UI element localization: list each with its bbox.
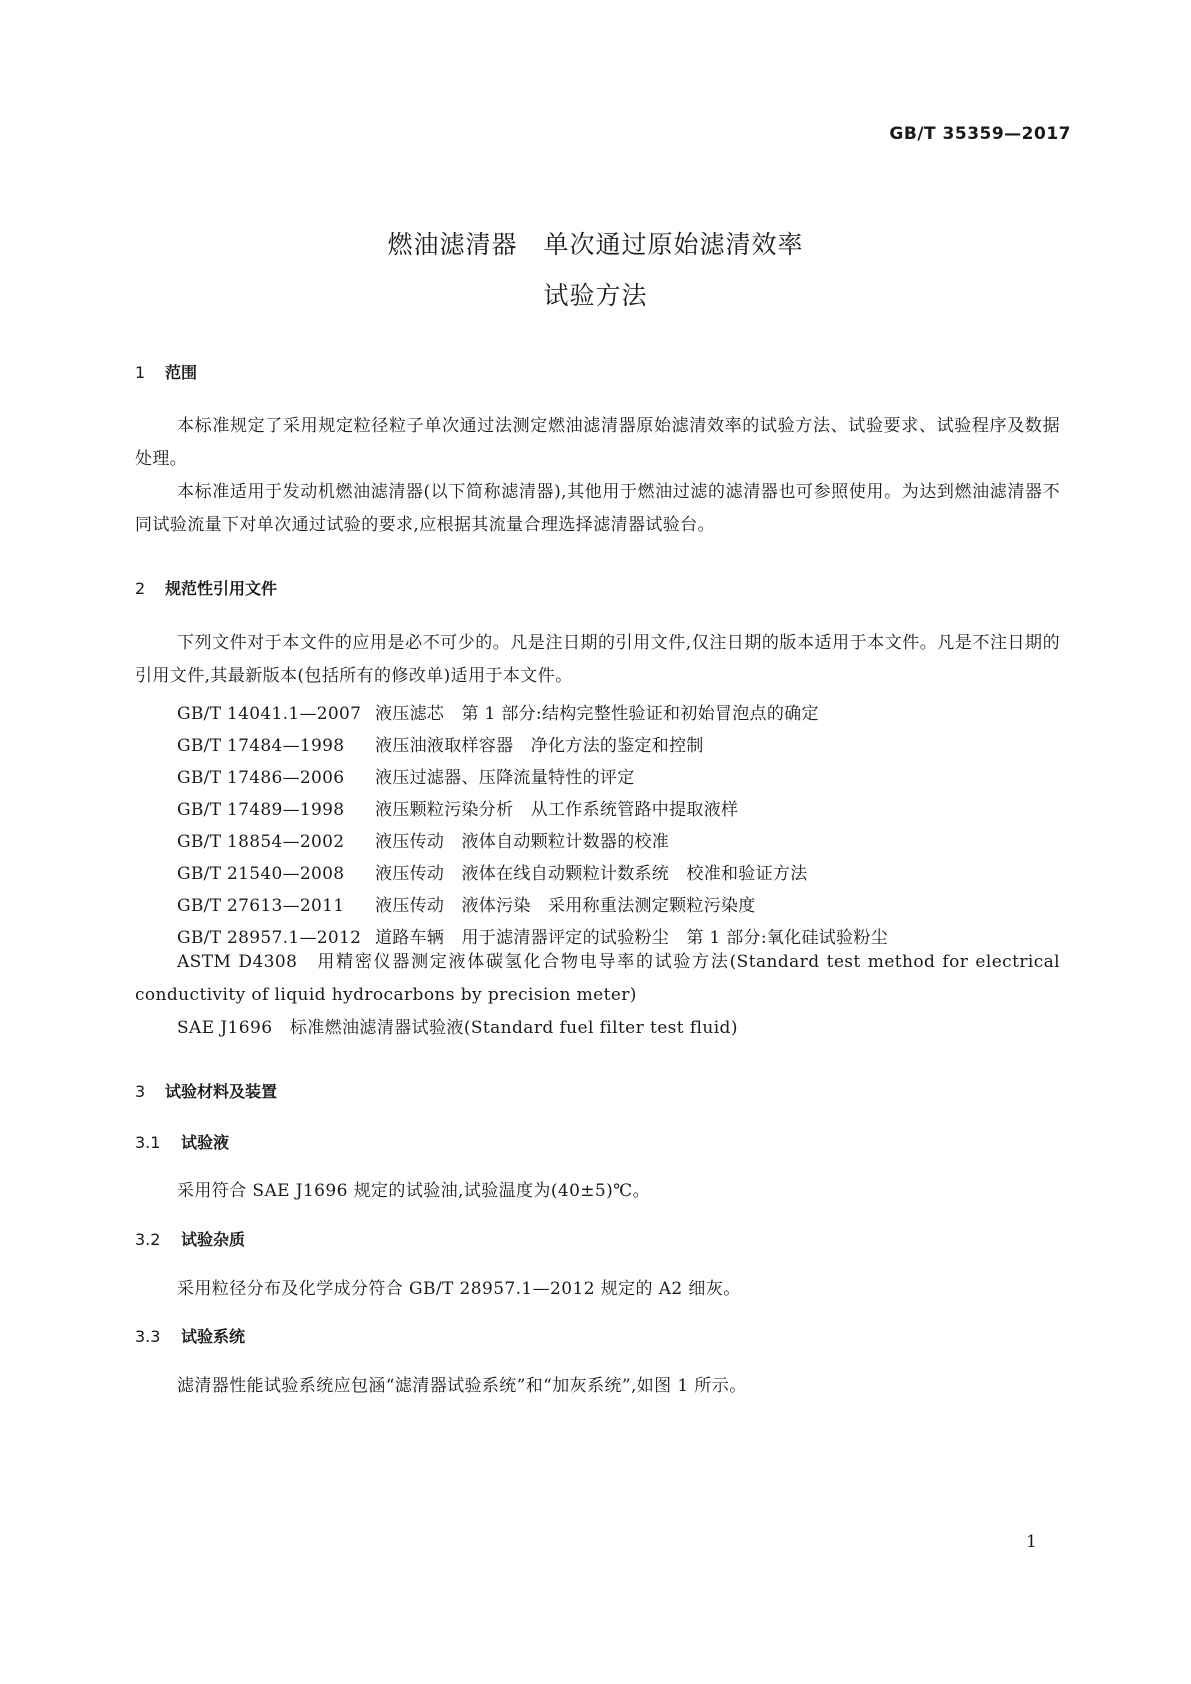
- reference-code: GB/T 21540—2008: [177, 864, 345, 884]
- document-title-line-1: 燃油滤清器 单次通过原始滤清效率: [387, 230, 804, 259]
- section-number: 1: [135, 363, 146, 382]
- reference-sae: SAE J1696 标准燃油滤清器试验液(Standard fuel filter test fluid): [177, 1018, 738, 1038]
- reference-code: GB/T 17484—1998: [177, 736, 345, 756]
- reference-code: GB/T 17486—2006: [177, 768, 345, 788]
- reference-item: [177, 923, 888, 948]
- reference-item: [177, 699, 819, 724]
- section-3-heading: [135, 1079, 277, 1102]
- section-1-heading: [135, 360, 197, 383]
- section-title: 规范性引用文件: [165, 579, 278, 598]
- section-number: 3: [135, 1082, 146, 1101]
- reference-item: [177, 795, 738, 820]
- subsection-number: 3.2: [135, 1230, 161, 1249]
- reference-title: 液压滤芯 第 1 部分:结构完整性验证和初始冒泡点的确定: [375, 704, 819, 724]
- reference-code: GB/T 28957.1—2012: [177, 928, 362, 948]
- section-1-paragraph-1: 本标准规定了采用规定粒径粒子单次通过法测定燃油滤清器原始滤清效率的试验方法、试验要求、试验程序及数据处理。: [135, 416, 1060, 469]
- reference-title: 液压传动 液体污染 采用称重法测定颗粒污染度: [375, 896, 756, 916]
- reference-title: 液压传动 液体在线自动颗粒计数系统 校准和验证方法: [375, 864, 808, 884]
- subsection-title: 试验液: [181, 1133, 230, 1152]
- reference-title: 道路车辆 用于滤清器评定的试验粉尘 第 1 部分:氧化硅试验粉尘: [375, 928, 888, 948]
- reference-item: [177, 731, 704, 756]
- subsection-title: 试验杂质: [181, 1230, 246, 1249]
- subsection-title: 试验系统: [181, 1327, 246, 1346]
- subsection-3-2-heading: [135, 1227, 245, 1250]
- standard-code: GB/T 35359—2017: [889, 124, 1071, 144]
- reference-code: GB/T 18854—2002: [177, 832, 345, 852]
- reference-title: 液压传动 液体自动颗粒计数器的校准: [375, 832, 670, 852]
- page-number: 1: [1026, 1532, 1037, 1552]
- reference-title: 液压颗粒污染分析 从工作系统管路中提取液样: [375, 800, 739, 820]
- reference-code: GB/T 27613—2011: [177, 896, 345, 916]
- section-title: 范围: [165, 363, 198, 382]
- subsection-number: 3.1: [135, 1133, 161, 1152]
- section-title: 试验材料及装置: [165, 1082, 278, 1101]
- subsection-3-3-heading: [135, 1324, 245, 1347]
- section-number: 2: [135, 579, 146, 598]
- subsection-3-3-text: 滤清器性能试验系统应包涵“滤清器试验系统”和“加灰系统”,如图 1 所示。: [177, 1376, 747, 1396]
- reference-item: [177, 859, 808, 884]
- subsection-3-1-heading: [135, 1130, 229, 1153]
- section-1-paragraph-2: 本标准适用于发动机燃油滤清器(以下简称滤清器),其他用于燃油过滤的滤清器也可参照使用。为达到燃油滤清器不同试验流量下对单次通过试验的要求,应根据其流量合理选择滤清器试验台。: [135, 482, 1060, 535]
- subsection-3-2-text: 采用粒径分布及化学成分符合 GB/T 28957.1—2012 规定的 A2 细灰。: [177, 1279, 741, 1299]
- subsection-number: 3.3: [135, 1327, 161, 1346]
- document-title-line-2: 试验方法: [543, 281, 648, 310]
- section-2-heading: [135, 576, 277, 599]
- reference-title: 液压过滤器、压降流量特性的评定: [375, 768, 635, 788]
- reference-item: [177, 891, 756, 916]
- reference-code: GB/T 14041.1—2007: [177, 704, 362, 724]
- reference-title: 液压油液取样容器 净化方法的鉴定和控制: [375, 736, 704, 756]
- reference-item: [177, 827, 669, 852]
- reference-astm: ASTM D4308 用精密仪器测定液体碳氢化合物电导率的试验方法(Standard test method for electrical conductivity of liquid hydrocarbons by precision meter): [135, 952, 1060, 1005]
- reference-code: GB/T 17489—1998: [177, 800, 345, 820]
- reference-item: [177, 763, 635, 788]
- subsection-3-1-text: 采用符合 SAE J1696 规定的试验油,试验温度为(40±5)℃。: [177, 1181, 650, 1201]
- section-2-intro: 下列文件对于本文件的应用是必不可少的。凡是注日期的引用文件,仅注日期的版本适用于本文件。凡是不注日期的引用文件,其最新版本(包括所有的修改单)适用于本文件。: [135, 633, 1060, 686]
